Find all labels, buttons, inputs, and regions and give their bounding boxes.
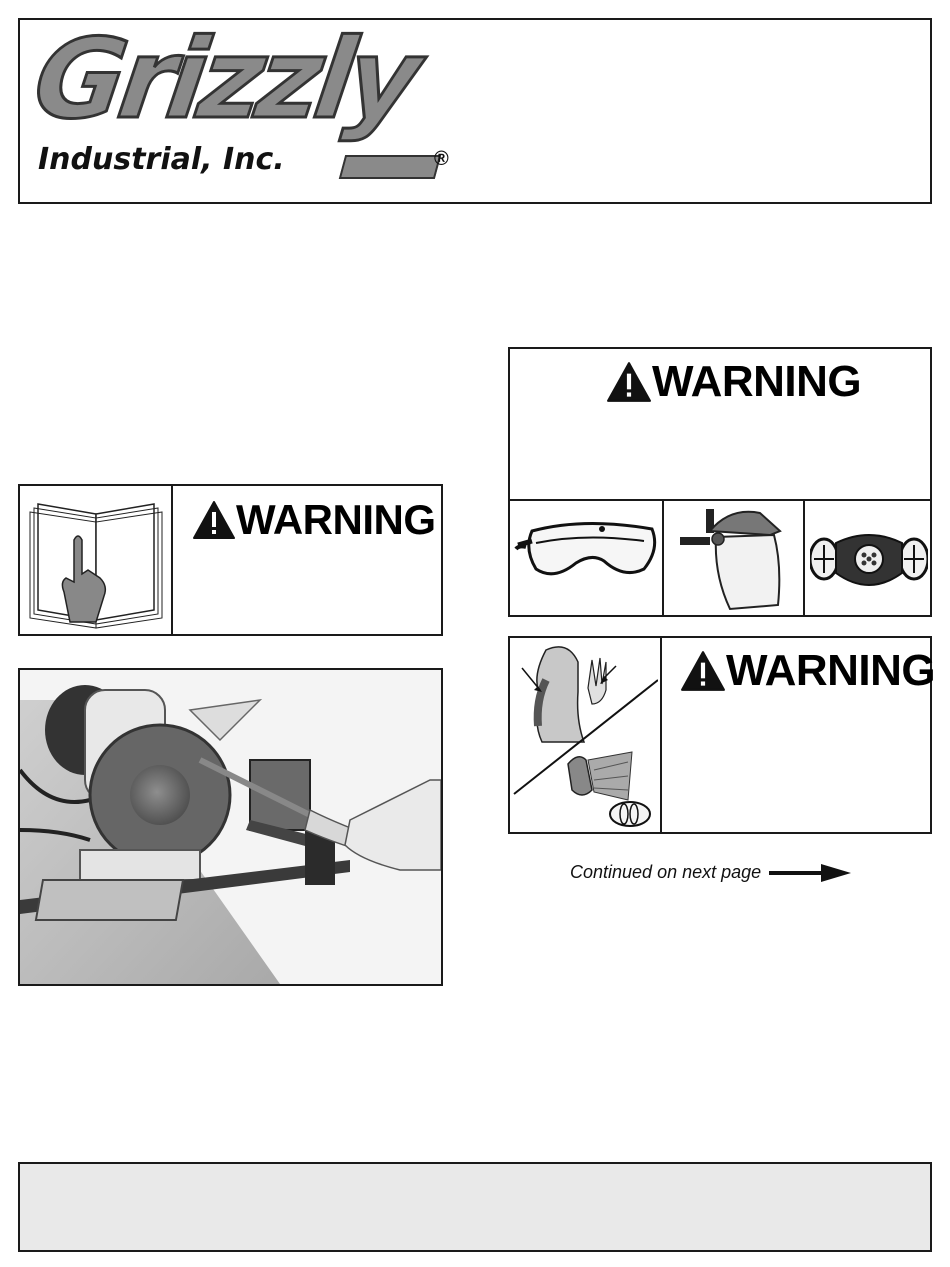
continued-text: Continued on next page [570,862,762,882]
hair-and-hearing-hazard-icon [512,640,658,832]
product-photo [18,668,443,986]
hair-hearing-warning [508,636,936,834]
section-divider [510,499,930,501]
column-divider [171,486,173,634]
column-divider [660,638,662,832]
logo-underline [339,155,441,179]
logo-subtitle: Industrial, Inc. [38,142,285,177]
face-shield-icon [670,505,798,613]
read-manual-warning [18,484,443,636]
column-divider [803,499,805,617]
grinder-photo-illustration [20,670,441,984]
warning-label: WARNING [236,496,436,543]
warning-header [192,496,436,544]
right-arrow-icon [769,863,853,883]
footer-box [18,1162,932,1252]
column-divider [662,499,664,617]
warning-triangle-icon [606,361,652,403]
continued-note [570,862,853,883]
logo-wordmark: Grizzly [27,15,423,143]
warning-label: WARNING [726,646,936,695]
ppe-warning [508,347,932,617]
respirator-icon [810,513,928,605]
registered-mark: ® [434,148,449,170]
warning-header [606,357,861,407]
warning-triangle-icon [680,650,726,692]
warning-header [680,646,935,696]
read-manual-icon [26,492,166,630]
safety-goggles-icon [514,509,660,609]
header-box [18,15,932,204]
warning-label: WARNING [652,357,862,406]
warning-triangle-icon [192,500,236,540]
